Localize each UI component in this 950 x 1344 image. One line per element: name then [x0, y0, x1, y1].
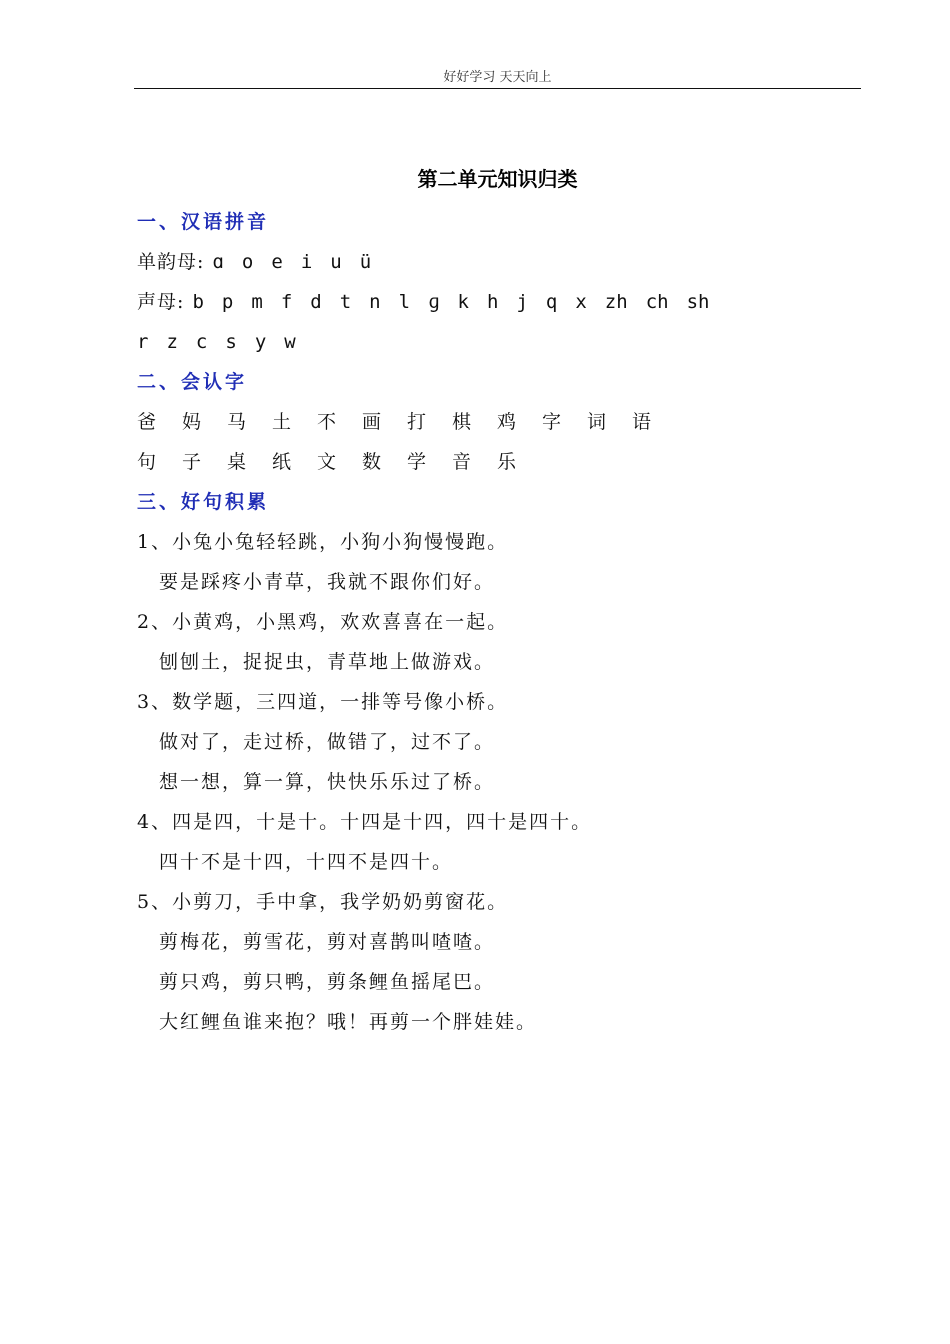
initials-label: 声母: [137, 291, 185, 313]
character-item: 纸 [272, 451, 294, 473]
initial-letter: n [369, 291, 381, 313]
sentence-line: 1、小兔小兔轻轻跳，小狗小狗慢慢跑。 [137, 531, 509, 553]
sentence-line: 要是踩疼小青草，我就不跟你们好。 [159, 571, 496, 593]
vowel-letter: ɑ [212, 251, 224, 273]
sentence-line: 4、四是四，十是十。十四是十四，四十是四十。 [137, 811, 593, 833]
initials-list-2 [137, 331, 314, 353]
initial-letter: y [254, 331, 267, 353]
character-item: 马 [227, 411, 249, 433]
initial-letter: p [221, 291, 234, 313]
initial-letter: l [398, 291, 411, 313]
character-item: 土 [272, 411, 294, 433]
character-item: 子 [182, 451, 204, 473]
initial-letter: x [575, 291, 587, 313]
section-heading-characters: 二、会认字 [137, 371, 248, 393]
initial-letter: ɡ [428, 291, 440, 313]
document-title: 第二单元知识归类 [417, 167, 578, 191]
initial-letter: z [166, 331, 178, 353]
header-divider [134, 88, 861, 89]
character-item: 爸 [137, 411, 159, 433]
sentence-line: 四十不是十四，十四不是四十。 [159, 851, 454, 873]
character-item: 字 [542, 411, 564, 433]
initial-letter: d [310, 291, 322, 313]
character-item: 妈 [182, 411, 204, 433]
initial-letter: j [516, 291, 528, 313]
sentence-line: 做对了，走过桥，做错了，过不了。 [159, 731, 496, 753]
initial-letter: f [280, 291, 293, 313]
character-item: 棋 [452, 411, 474, 433]
initial-letter: k [457, 291, 469, 313]
sentence-line: 3、数学题，三四道，一排等号像小桥。 [137, 691, 509, 713]
initial-letter: ch [645, 291, 669, 313]
character-item: 学 [407, 451, 429, 473]
character-item: 桌 [227, 451, 249, 473]
vowel-letter: i [300, 251, 313, 273]
initial-letter: b [192, 291, 204, 313]
sentence-line: 剪只鸡，剪只鸭，剪条鲤鱼摇尾巴。 [159, 971, 496, 993]
vowels-label: 单韵母: [137, 251, 205, 273]
character-item: 打 [407, 411, 429, 433]
initial-letter: s [225, 331, 237, 353]
sentence-line: 大红鲤鱼谁来抱？哦！再剪一个胖娃娃。 [159, 1011, 538, 1033]
initial-letter: w [284, 331, 296, 353]
character-item: 句 [137, 451, 159, 473]
vowel-letter: u [330, 251, 342, 273]
character-item: 数 [362, 451, 384, 473]
vowel-letter: e [271, 251, 283, 273]
sentence-line: 5、小剪刀，手中拿，我学奶奶剪窗花。 [137, 891, 509, 913]
vowels-line [137, 242, 861, 282]
sentence-line: 刨刨土，捉捉虫，青草地上做游戏。 [159, 651, 496, 673]
initial-letter: c [195, 331, 208, 353]
initial-letter: sh [686, 291, 710, 313]
section-heading-pinyin: 一、汉语拼音 [137, 211, 270, 233]
initials-line-2 [137, 322, 861, 362]
character-item: 语 [632, 411, 654, 433]
character-item: 音 [452, 451, 474, 473]
character-item: 画 [362, 411, 384, 433]
document-body [137, 202, 861, 1042]
initial-letter: q [545, 291, 558, 313]
character-item: 乐 [497, 451, 519, 473]
character-item: 词 [587, 411, 609, 433]
sentence-line: 想一想，算一算，快快乐乐过了桥。 [159, 771, 496, 793]
initial-letter: zh [604, 291, 628, 313]
character-item: 鸡 [497, 411, 519, 433]
character-item: 文 [317, 451, 339, 473]
initials-line-1 [137, 282, 861, 322]
vowel-letter: ü [359, 251, 372, 273]
initial-letter: r [137, 331, 149, 353]
initials-list-1 [192, 291, 727, 313]
sentence-line: 2、小黄鸡，小黑鸡，欢欢喜喜在一起。 [137, 611, 509, 633]
characters-line-2 [137, 442, 861, 482]
initial-letter: t [339, 291, 352, 313]
vowels-list [212, 251, 389, 273]
vowel-letter: o [241, 251, 254, 273]
initial-letter: m [251, 291, 263, 313]
character-item: 不 [317, 411, 339, 433]
initial-letter: h [486, 291, 499, 313]
characters-line-1 [137, 402, 861, 442]
sentence-line: 剪梅花，剪雪花，剪对喜鹊叫喳喳。 [159, 931, 496, 953]
page-header: 好好学习 天天向上 [443, 70, 552, 85]
section-heading-sentences: 三、好句积累 [137, 491, 270, 513]
